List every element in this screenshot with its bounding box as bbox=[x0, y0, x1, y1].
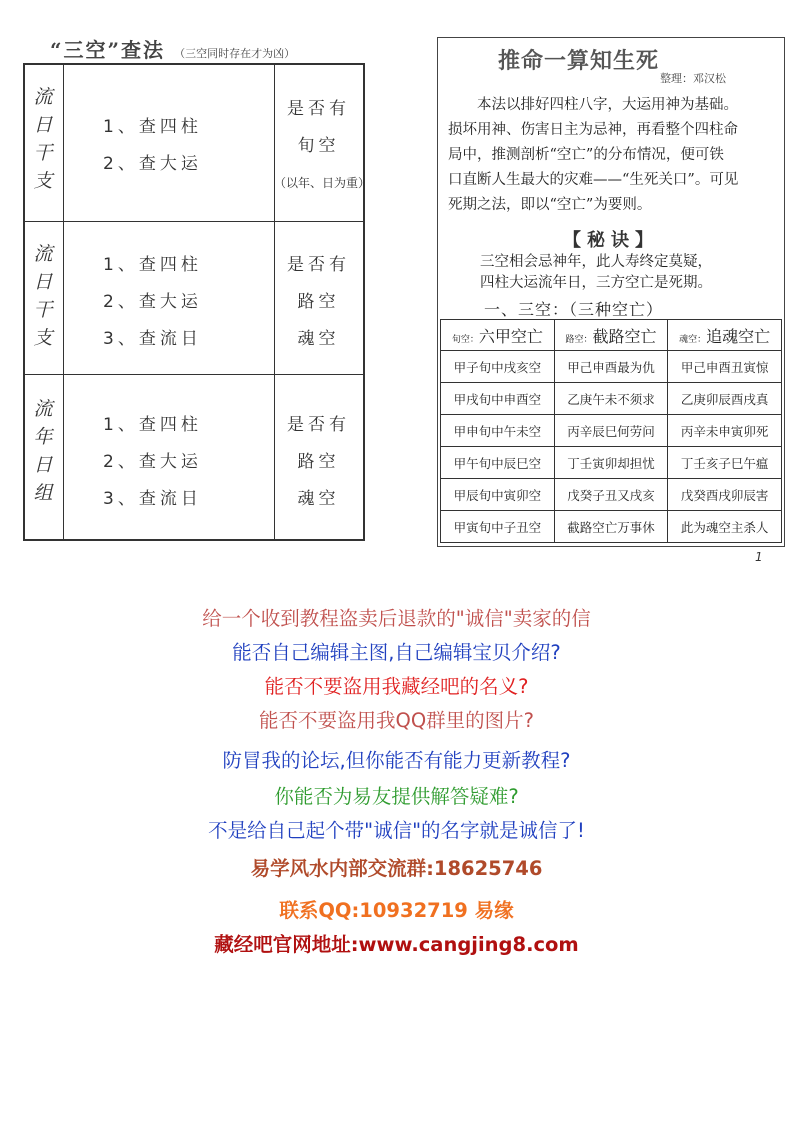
table-cell: 戊癸子丑又戌亥 bbox=[554, 479, 668, 511]
row-label: 流 日 干 支 bbox=[33, 86, 53, 192]
header-lukong: 路空：截路空亡 bbox=[554, 320, 668, 351]
table-row bbox=[441, 479, 782, 511]
verse: 三空相会忌神年，此人寿终定莫疑， 四柱大运流年日，三方空亡是死期。 bbox=[480, 254, 712, 291]
header-hunkong: 魂空：追魂空亡 bbox=[668, 320, 782, 351]
table-cell: 甲申旬中午未空 bbox=[441, 415, 555, 447]
left-table-title bbox=[50, 34, 370, 60]
row-label-cell bbox=[25, 65, 64, 221]
row-note: （以年、日为重） bbox=[274, 176, 371, 190]
qq-group-line: 易学风水内部交流群:18625746 bbox=[250, 857, 543, 880]
left-title-subtitle: （三空同时存在才为凶） bbox=[174, 47, 296, 60]
row-check-cell bbox=[274, 222, 363, 374]
table-cell: 甲午旬中辰巳空 bbox=[441, 447, 555, 479]
left-table bbox=[23, 63, 371, 541]
website-line: 藏经吧官网地址:www.cangjing8.com bbox=[214, 933, 579, 956]
row-label: 流 年 日 组 bbox=[33, 398, 53, 504]
left-table-row bbox=[25, 375, 363, 539]
row-check: 是否有 路空 魂空 bbox=[287, 415, 350, 509]
promo-line-6: 你能否为易友提供解答疑难? bbox=[274, 785, 519, 808]
table-cell: 丁壬亥子巳午瘟 bbox=[668, 447, 782, 479]
right-document-box bbox=[437, 37, 785, 547]
right-title: 推命一算知生死 bbox=[498, 48, 660, 74]
row-check-cell bbox=[274, 375, 363, 539]
row-label: 流 日 干 支 bbox=[33, 243, 53, 349]
table-cell: 乙庚卯辰酉戌真 bbox=[668, 383, 782, 415]
table-cell: 甲己申酉最为仇 bbox=[554, 351, 668, 383]
left-table-row bbox=[25, 65, 371, 222]
row-label-cell bbox=[25, 375, 64, 539]
row-steps-cell bbox=[63, 375, 275, 539]
row-steps-cell bbox=[63, 65, 275, 221]
table-cell: 丁壬寅卯却担忧 bbox=[554, 447, 668, 479]
promo-line-3: 能否不要盗用我藏经吧的名义? bbox=[264, 675, 529, 698]
intro-paragraph: 本法以排好四柱八字，大运用神为基础。 损坏用神、伤害日主为忌神，再看整个四柱命 局中，推测剖析“空亡”的分布情况，便可铁 口直断人生最大的灾难——“生死关口”。可见 死期之法，即以“空亡”为要则。 bbox=[448, 97, 739, 213]
three-void-table bbox=[440, 319, 782, 543]
table-cell: 乙庚午未不须求 bbox=[554, 383, 668, 415]
row-check: 是否有 旬空 （以年、日为重） bbox=[274, 91, 363, 202]
table-cell: 甲寅旬中子丑空 bbox=[441, 511, 555, 543]
qq-contact-line: 联系QQ:10932719 易缘 bbox=[279, 899, 514, 922]
promo-line-7: 不是给自己起个带"诚信"的名字就是诚信了! bbox=[208, 819, 585, 842]
header-xunkong: 旬空：六甲空亡 bbox=[441, 320, 555, 351]
promo-line-5: 防冒我的论坛,但你能否有能力更新教程? bbox=[222, 749, 571, 772]
table-row bbox=[441, 383, 782, 415]
row-steps: 1、查四柱 2、查大运 3、查流日 bbox=[103, 415, 202, 509]
page-number: 1 bbox=[755, 550, 763, 564]
table-row bbox=[441, 415, 782, 447]
table-cell: 甲己申酉丑寅惊 bbox=[668, 351, 782, 383]
promo-line-2: 能否自己编辑主图,自己编辑宝贝介绍? bbox=[232, 641, 561, 664]
row-label-cell bbox=[25, 222, 64, 374]
table-cell: 戊癸酉戌卯辰害 bbox=[668, 479, 782, 511]
table-cell: 丙辛未申寅卯死 bbox=[668, 415, 782, 447]
right-author: 整理：邓汉松 bbox=[660, 72, 726, 85]
table-cell: 此为魂空主杀人 bbox=[668, 511, 782, 543]
row-check: 是否有 路空 魂空 bbox=[287, 255, 350, 349]
table-cell: 甲辰旬中寅卯空 bbox=[441, 479, 555, 511]
table-row bbox=[441, 447, 782, 479]
row-steps-cell bbox=[63, 222, 275, 374]
table-cell: 甲子旬中戌亥空 bbox=[441, 351, 555, 383]
section-heading: 一、三空：（三种空亡） bbox=[484, 300, 664, 319]
row-steps: 1、查四柱 2、查大运 bbox=[103, 117, 202, 174]
row-steps: 1、查四柱 2、查大运 3、查流日 bbox=[103, 255, 202, 349]
left-table-row bbox=[25, 222, 363, 375]
table-row bbox=[441, 511, 782, 543]
promo-line-4: 能否不要盗用我QQ群里的图片? bbox=[258, 709, 535, 732]
table-row bbox=[441, 351, 782, 383]
table-cell: 截路空亡万事休 bbox=[554, 511, 668, 543]
secret-heading: 【秘诀】 bbox=[563, 230, 659, 251]
left-title-main: “三空”查法 bbox=[50, 38, 166, 62]
table-cell: 丙辛辰巳何劳问 bbox=[554, 415, 668, 447]
row-check-cell bbox=[274, 65, 371, 221]
table-header-row bbox=[441, 320, 782, 351]
promo-line-1: 给一个收到教程盗卖后退款的"诚信"卖家的信 bbox=[202, 607, 591, 630]
table-cell: 甲戌旬中申酉空 bbox=[441, 383, 555, 415]
